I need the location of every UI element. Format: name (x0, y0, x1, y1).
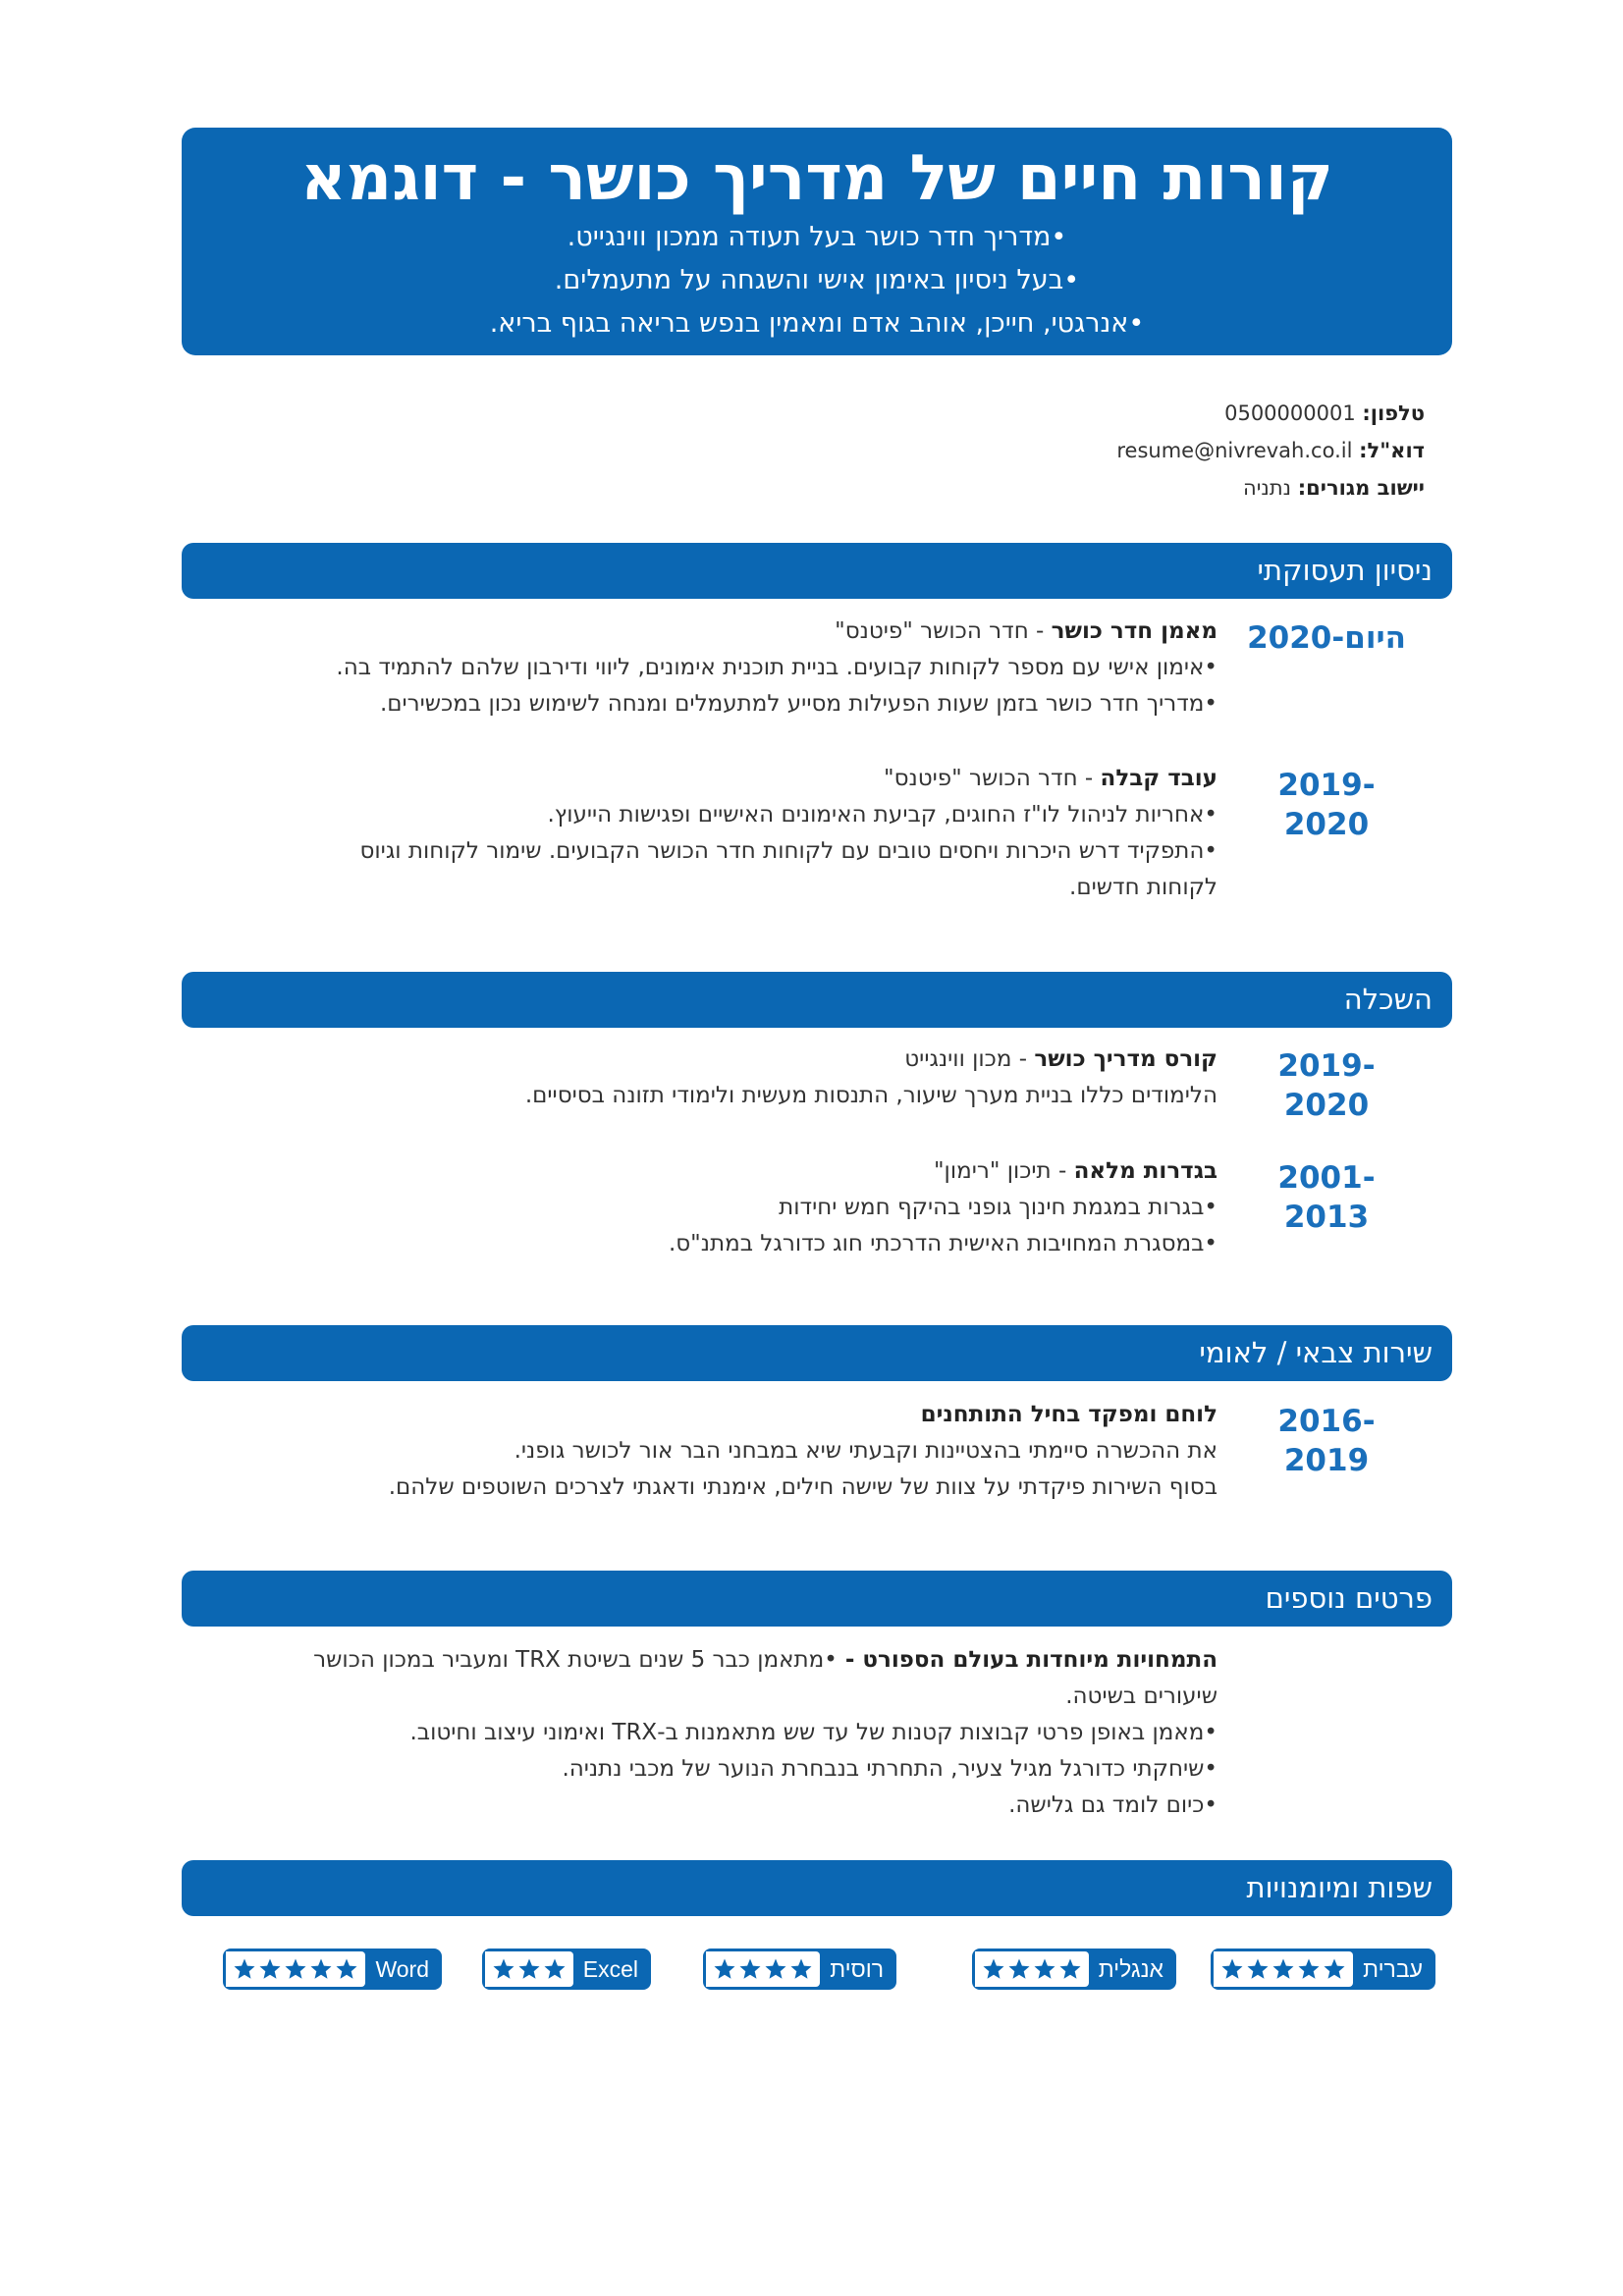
entry-role: עובד קבלה (1100, 766, 1217, 791)
entry-line: •מתאמן כבר 5 שנים בשיטת TRX ומעביר במכון הכושר (313, 1647, 838, 1673)
entry-date: 2019-2020 (1277, 1048, 1376, 1123)
email-label: דוא"ל: (1359, 439, 1425, 462)
skill-label: Word (375, 1955, 429, 1982)
phone-row (1116, 395, 1425, 432)
city-value: נתניה (1243, 476, 1292, 500)
skill-badge (223, 1949, 442, 1990)
star-icon (1033, 1957, 1056, 1981)
education-entry (187, 1041, 1217, 1114)
star-icon (764, 1957, 787, 1981)
entry-line: •במסגרת המחויבות האישית הדרכתי חוג כדורגל במתנ"ס. (668, 1231, 1217, 1256)
summary-line: •מדריך חדר כושר בעל תעודה ממכון ווינגייט. (567, 222, 1067, 252)
phone-label: טלפון: (1362, 401, 1425, 425)
entry-line: •אחריות לניהול לו"ז החוגים, קביעת האימונים האישיים ופגישות הייעוץ. (547, 802, 1217, 828)
entry-role: לוחם ומפקד בחיל התותחנים (920, 1402, 1217, 1427)
entry-role: מאמן חדר כושר (1051, 618, 1217, 644)
skill-label: אנגלית (1098, 1955, 1163, 1982)
star-icon (1220, 1957, 1244, 1981)
star-icon (738, 1957, 762, 1981)
skill-label: עברית (1363, 1955, 1423, 1982)
section-additional: פרטים נוספים (182, 1571, 1452, 1627)
section-education: השכלה (182, 972, 1452, 1028)
entry-line: הלימודים כללו בניית מערך שיעור, התנסות מעשית ולימודי תזונה בסיסיים. (524, 1083, 1217, 1108)
entry-place: - תיכון "רימון" (933, 1158, 1074, 1184)
skill-badge (482, 1949, 651, 1990)
additional-entry (0, 1642, 1217, 1824)
skill-badge (972, 1949, 1176, 1990)
additional-heading: התמחויות מיוחדות בעולם הספורט - (837, 1647, 1217, 1673)
entry-place: - חדר הכושר "פיטנס" (883, 766, 1101, 791)
entry-line: •מדריך חדר כושר בזמן שעות הפעילות מסייע למתעמלים ומנחה לשימוש נכון במכשירים. (379, 691, 1217, 717)
star-icon (309, 1957, 333, 1981)
entry-line: את ההכשרה סיימתי בהצטיינות וקבעתי שיא במבחני הבר אור לכושר גופני. (514, 1438, 1217, 1464)
star-icon (517, 1957, 541, 1981)
star-icon (335, 1957, 358, 1981)
entry-line: •בגרות במגמת חינוך גופני בהיקף חמש יחידות (779, 1195, 1217, 1220)
email-row (1116, 432, 1425, 469)
experience-entry (187, 614, 1217, 722)
star-icon (284, 1957, 307, 1981)
star-icon (1323, 1957, 1346, 1981)
star-icon (1271, 1957, 1295, 1981)
entry-place: - מכון ווינגייט (904, 1046, 1035, 1072)
section-military: שירות צבאי / לאומי (182, 1325, 1452, 1381)
skill-label: רוסית (830, 1955, 884, 1982)
city-label: יישוב מגורים: (1297, 476, 1425, 500)
star-icon (1007, 1957, 1031, 1981)
star-icon (789, 1957, 813, 1981)
city-row (1116, 469, 1425, 507)
phone-value: 0500000001 (1224, 401, 1356, 425)
military-entry (187, 1397, 1217, 1506)
header-banner (182, 128, 1452, 355)
entry-line: •שיחקתי כדורגל מגיל צעיר, התחרתי בנבחרת הנוער של מכבי נתניה. (562, 1756, 1217, 1782)
skill-badge (703, 1949, 896, 1990)
star-icon (543, 1957, 567, 1981)
star-icon (982, 1957, 1005, 1981)
skill-badge (1211, 1949, 1435, 1990)
entry-date: 2016-2019 (1277, 1404, 1376, 1478)
skill-rating (975, 1951, 1089, 1987)
summary-line: •בעל ניסיון באימון אישי והשגחה על מתעמלים. (554, 265, 1080, 295)
entry-line: •התפקיד דרש היכרות ויחסים טובים עם לקוחות חדר הכושר הקבועים. שימור לקוחות וגיוס (359, 838, 1217, 864)
skill-rating (706, 1951, 820, 1987)
star-icon (1058, 1957, 1082, 1981)
star-icon (713, 1957, 736, 1981)
entry-line: •כיום לומד גם גלישה. (1008, 1792, 1217, 1818)
section-skills: שפות ומיומנויות (182, 1860, 1452, 1916)
contact-details (1116, 395, 1425, 507)
star-icon (258, 1957, 282, 1981)
entry-place: - חדר הכושר "פיטנס" (835, 618, 1052, 644)
skill-rating (226, 1951, 365, 1987)
skill-rating (1214, 1951, 1353, 1987)
entry-date: 2001-2013 (1277, 1160, 1376, 1235)
education-entry (187, 1153, 1217, 1262)
entry-line: בסוף השירות פיקדתי על צוות של שישה חילים, אימנתי ודאגתי לצרכים השוטפים שלהם. (388, 1474, 1217, 1500)
email-value[interactable]: resume@nivrevah.co.il (1116, 439, 1353, 462)
entry-role: קורס מדריך כושר (1034, 1046, 1217, 1072)
entry-line: •אימון אישי עם מספר לקוחות קבועים. בניית תוכנית אימונים, ליווי ודירבון שלהם להתמיד בה. (336, 655, 1217, 680)
section-experience: ניסיון תעסוקתי (182, 543, 1452, 599)
experience-entry (187, 761, 1217, 906)
entry-date: 2019-2020 (1277, 768, 1376, 842)
star-icon (1246, 1957, 1270, 1981)
star-icon (492, 1957, 515, 1981)
entry-line: שיעורים בשיטה. (1065, 1683, 1217, 1709)
skill-rating (485, 1951, 573, 1987)
resume-title: קורות חיים של מדריך כושר - דוגמא (300, 142, 1333, 215)
star-icon (233, 1957, 256, 1981)
summary-line: •אנרגטי, חייכן, אוהב אדם ומאמין בנפש בריאה בגוף בריא. (489, 308, 1145, 339)
star-icon (1297, 1957, 1321, 1981)
entry-line: לקוחות חדשים. (1069, 875, 1217, 900)
skill-label: Excel (582, 1955, 638, 1982)
entry-role: בגדרות מלאה (1073, 1158, 1217, 1184)
entry-line: •מאמן באופן פרטי קבוצות קטנות של עד שש מתאמנות ב-TRX ואימוני עיצוב וחיטוב. (409, 1720, 1217, 1745)
entry-date: 2020-היום (1247, 620, 1406, 656)
